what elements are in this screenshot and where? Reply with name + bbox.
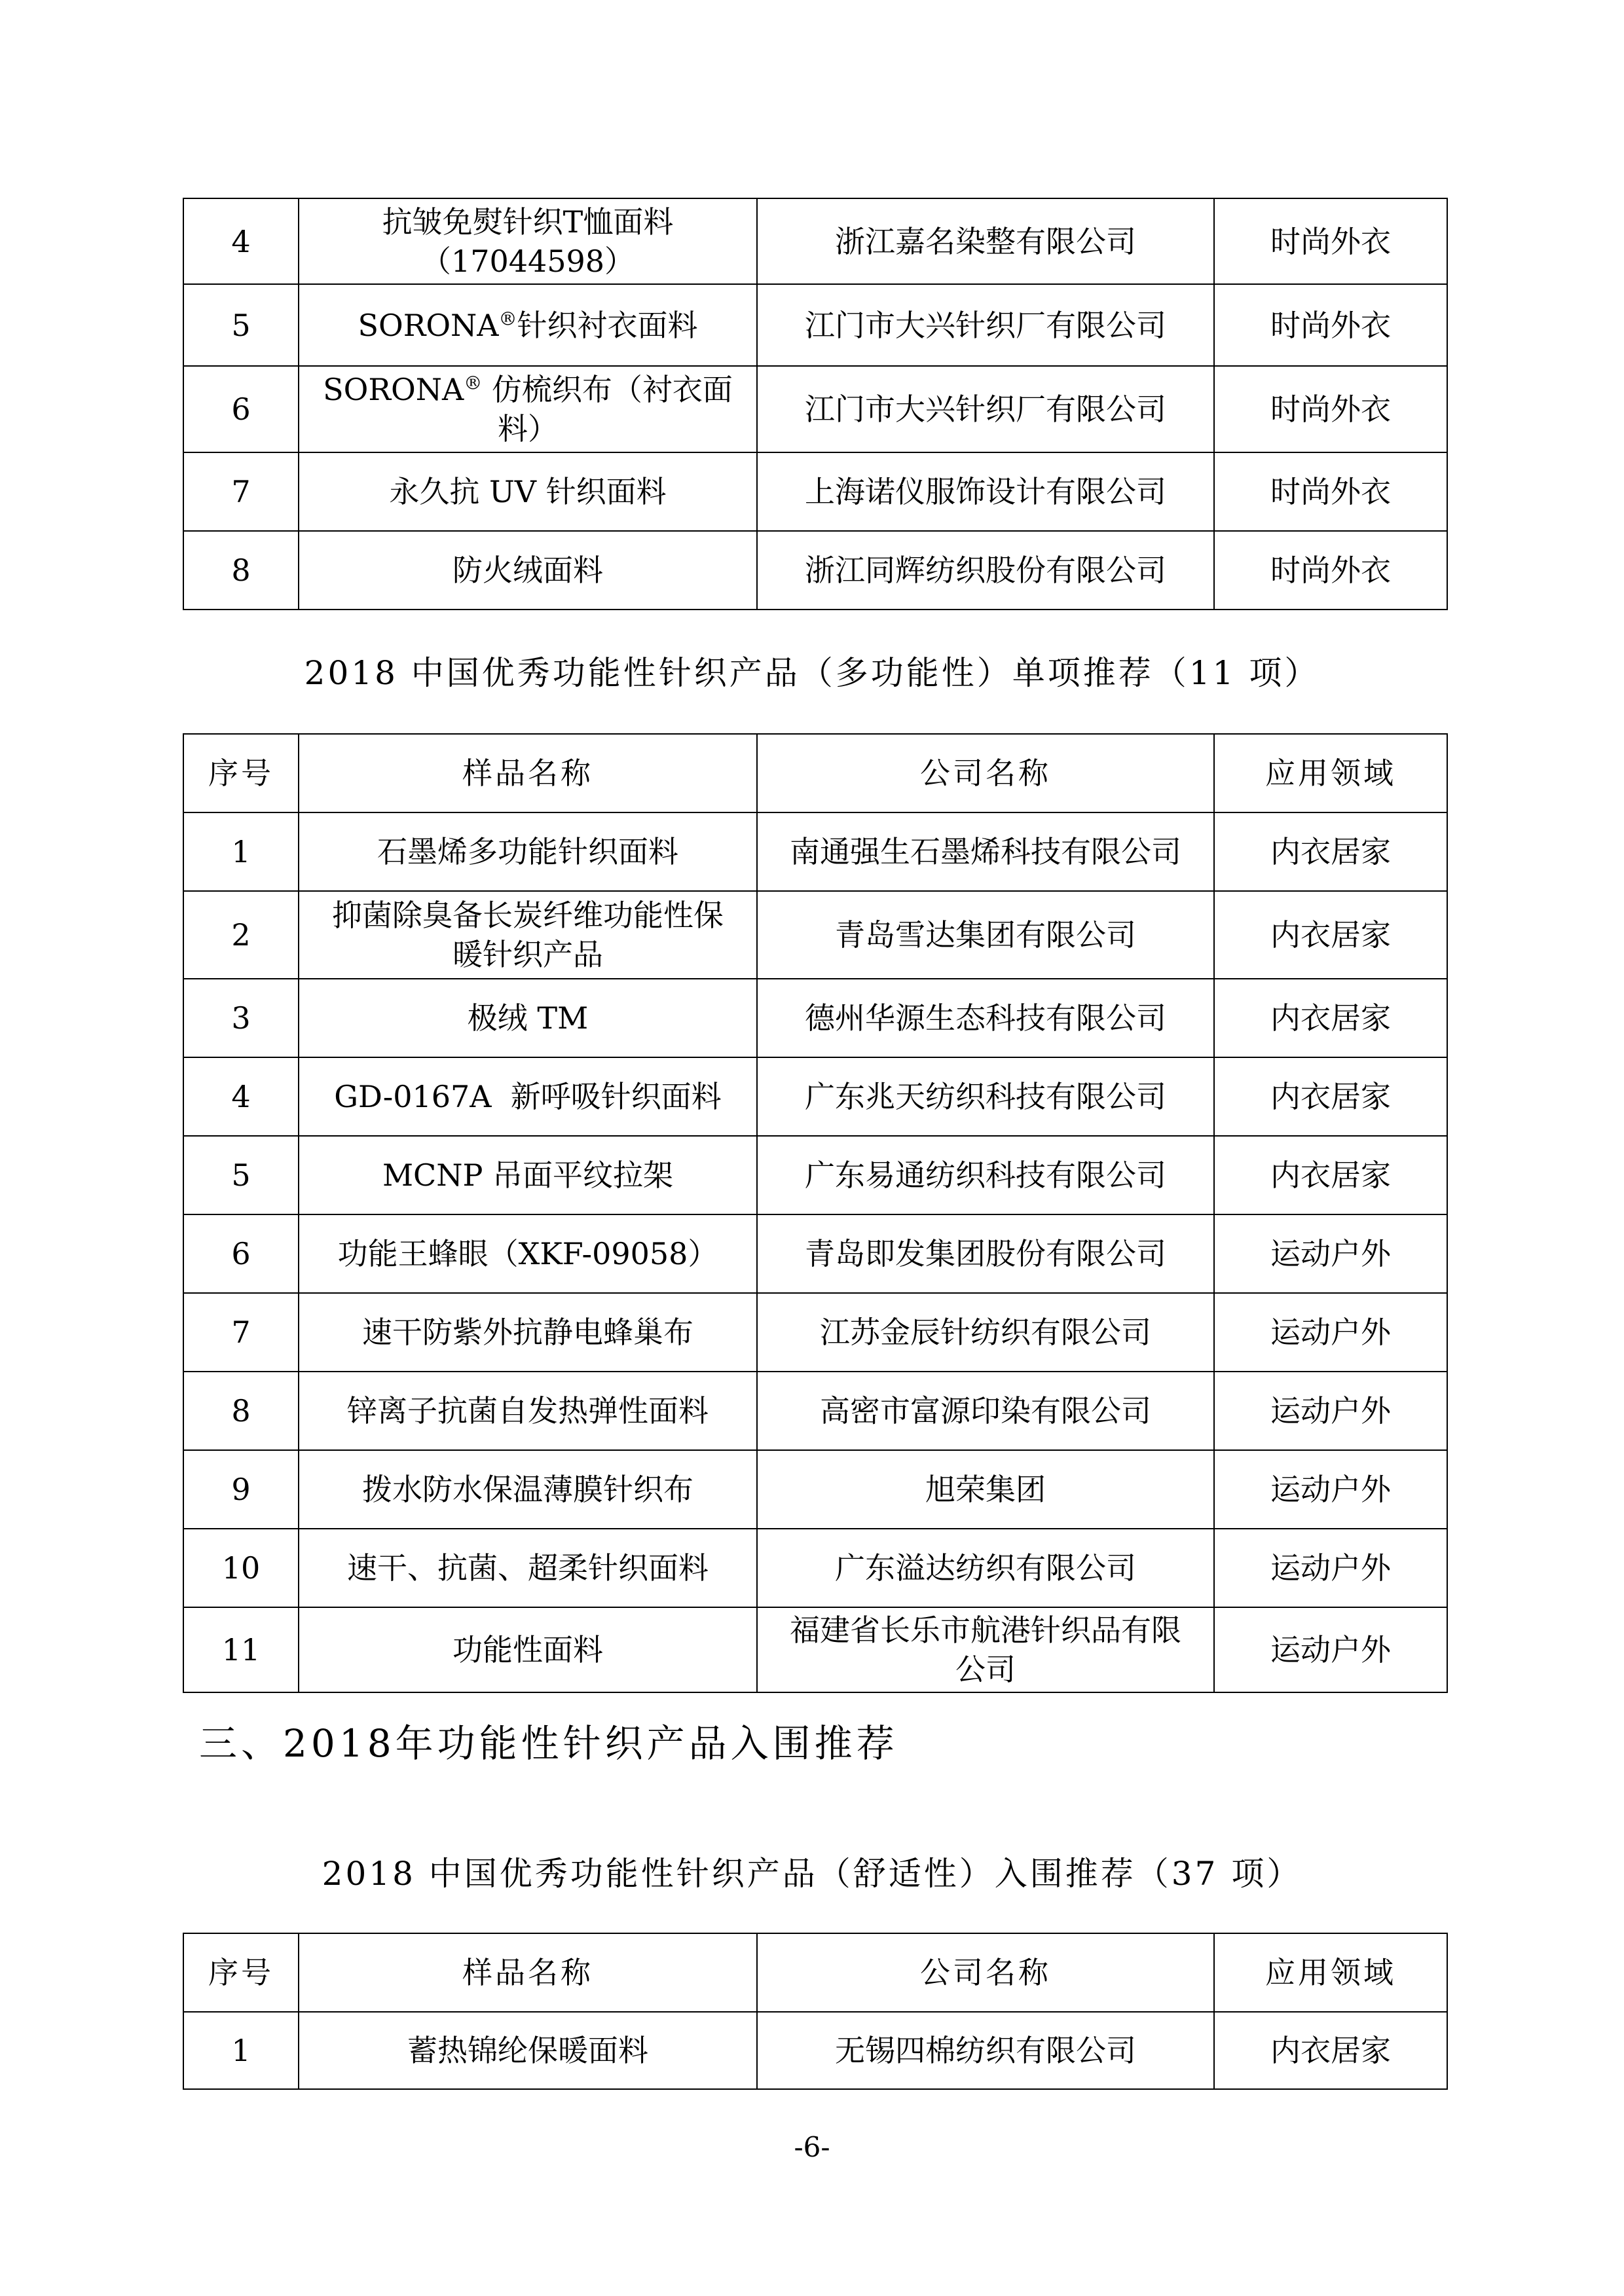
table-header-row xyxy=(183,734,1447,812)
table-row xyxy=(183,452,1447,531)
cell-no: 3 xyxy=(183,979,299,1057)
name-line2: 料） xyxy=(498,411,558,446)
cell-no: 2 xyxy=(183,891,299,979)
cell-company: 德州华源生态科技有限公司 xyxy=(757,979,1214,1057)
table-row xyxy=(183,1372,1447,1450)
table-row xyxy=(183,1529,1447,1607)
header-sample-name: 样品名称 xyxy=(299,734,757,812)
cell-company: 青岛雪达集团有限公司 xyxy=(757,891,1214,979)
cell-sample-name xyxy=(299,891,757,979)
table-comfort xyxy=(183,1933,1448,2090)
cell-sample-name: 蓄热锦纶保暖面料 xyxy=(299,2012,757,2089)
cell-company: 青岛即发集团股份有限公司 xyxy=(757,1214,1214,1293)
table-row xyxy=(183,1057,1447,1136)
cell-company: 上海诺仪服饰设计有限公司 xyxy=(757,452,1214,531)
cell-company: 浙江同辉纺织股份有限公司 xyxy=(757,531,1214,610)
cell-company: 江门市大兴针织厂有限公司 xyxy=(757,366,1214,452)
header-sample-name: 样品名称 xyxy=(299,1933,757,2012)
registered-mark: ® xyxy=(498,308,517,330)
cell-no: 8 xyxy=(183,1372,299,1450)
name-line1: 抑菌除臭备长炭纤维功能性保 xyxy=(332,898,724,933)
cell-no: 6 xyxy=(183,366,299,452)
cell-company xyxy=(757,1607,1214,1692)
name-text: SORONA xyxy=(323,372,464,407)
cell-company: 高密市富源印染有限公司 xyxy=(757,1372,1214,1450)
cell-no: 1 xyxy=(183,812,299,891)
table-row xyxy=(183,1136,1447,1214)
cell-sample-name: 锌离子抗菌自发热弹性面料 xyxy=(299,1372,757,1450)
table-row xyxy=(183,1450,1447,1529)
table-row xyxy=(183,1214,1447,1293)
cell-company: 广东溢达纺织有限公司 xyxy=(757,1529,1214,1607)
cell-company: 旭荣集团 xyxy=(757,1450,1214,1529)
cell-field: 时尚外衣 xyxy=(1214,531,1447,610)
table-row xyxy=(183,284,1447,366)
cell-company: 无锡四棉纺织有限公司 xyxy=(757,2012,1214,2089)
cell-no: 4 xyxy=(183,198,299,284)
cell-sample-name: 拨水防水保温薄膜针织布 xyxy=(299,1450,757,1529)
table-row xyxy=(183,366,1447,452)
company-line1: 福建省长乐市航港针织品有限 xyxy=(790,1613,1181,1648)
name-line1: 抗皱免熨针织T恤面料 xyxy=(382,204,674,240)
table-multifunction xyxy=(183,733,1448,1693)
cell-sample-name: 防火绒面料 xyxy=(299,531,757,610)
cell-company: 浙江嘉名染整有限公司 xyxy=(757,198,1214,284)
cell-sample-name xyxy=(299,198,757,284)
cell-field: 时尚外衣 xyxy=(1214,366,1447,452)
section-title: 三、2018年功能性针织产品入围推荐 xyxy=(199,1721,898,1766)
company-line2: 公司 xyxy=(955,1652,1016,1687)
cell-no: 5 xyxy=(183,284,299,366)
table-continued xyxy=(183,198,1448,610)
header-no: 序号 xyxy=(183,734,299,812)
header-company: 公司名称 xyxy=(757,734,1214,812)
header-company: 公司名称 xyxy=(757,1933,1214,2012)
cell-sample-name xyxy=(299,284,757,366)
cell-field: 运动户外 xyxy=(1214,1372,1447,1450)
cell-no: 7 xyxy=(183,1293,299,1372)
cell-field: 内衣居家 xyxy=(1214,2012,1447,2089)
cell-sample-name: 永久抗 UV 针织面料 xyxy=(299,452,757,531)
cell-sample-name: GD-0167A 新呼吸针织面料 xyxy=(299,1057,757,1136)
cell-field: 内衣居家 xyxy=(1214,891,1447,979)
header-no: 序号 xyxy=(183,1933,299,2012)
table-row xyxy=(183,891,1447,979)
cell-field: 时尚外衣 xyxy=(1214,198,1447,284)
cell-no: 7 xyxy=(183,452,299,531)
cell-no: 9 xyxy=(183,1450,299,1529)
cell-sample-name: 极绒 TM xyxy=(299,979,757,1057)
cell-sample-name: 石墨烯多功能针织面料 xyxy=(299,812,757,891)
cell-field: 内衣居家 xyxy=(1214,1136,1447,1214)
name-text-suffix: 仿梳织布（衬衣面 xyxy=(482,372,733,407)
name-text-suffix: 针织衬衣面料 xyxy=(517,307,698,343)
table-row xyxy=(183,2012,1447,2089)
cell-field: 时尚外衣 xyxy=(1214,284,1447,366)
header-field: 应用领域 xyxy=(1214,1933,1447,2012)
cell-field: 运动户外 xyxy=(1214,1293,1447,1372)
cell-no: 10 xyxy=(183,1529,299,1607)
cell-no: 1 xyxy=(183,2012,299,2089)
name-line2: 暖针织产品 xyxy=(452,937,603,972)
cell-field: 时尚外衣 xyxy=(1214,452,1447,531)
cell-no: 11 xyxy=(183,1607,299,1692)
table-row xyxy=(183,1607,1447,1692)
cell-field: 运动户外 xyxy=(1214,1607,1447,1692)
cell-field: 内衣居家 xyxy=(1214,1057,1447,1136)
table-row xyxy=(183,1293,1447,1372)
cell-sample-name: 功能王蜂眼（XKF-09058） xyxy=(299,1214,757,1293)
header-field: 应用领域 xyxy=(1214,734,1447,812)
table-header-row xyxy=(183,1933,1447,2012)
cell-company: 江苏金辰针纺织有限公司 xyxy=(757,1293,1214,1372)
cell-sample-name xyxy=(299,366,757,452)
cell-no: 8 xyxy=(183,531,299,610)
cell-company: 广东兆天纺织科技有限公司 xyxy=(757,1057,1214,1136)
cell-company: 南通强生石墨烯科技有限公司 xyxy=(757,812,1214,891)
cell-company: 广东易通纺织科技有限公司 xyxy=(757,1136,1214,1214)
cell-no: 4 xyxy=(183,1057,299,1136)
table-row xyxy=(183,531,1447,610)
cell-sample-name: 功能性面料 xyxy=(299,1607,757,1692)
name-line2: （17044598） xyxy=(420,243,635,279)
table-heading-multifunction: 2018 中国优秀功能性针织产品（多功能性）单项推荐（11 项） xyxy=(304,654,1320,692)
table-row xyxy=(183,979,1447,1057)
table-row xyxy=(183,198,1447,284)
cell-field: 内衣居家 xyxy=(1214,979,1447,1057)
cell-field: 运动户外 xyxy=(1214,1214,1447,1293)
cell-field: 内衣居家 xyxy=(1214,812,1447,891)
cell-sample-name: 速干防紫外抗静电蜂巢布 xyxy=(299,1293,757,1372)
registered-mark: ® xyxy=(464,372,483,394)
table-row xyxy=(183,812,1447,891)
cell-sample-name: MCNP 吊面平纹拉架 xyxy=(299,1136,757,1214)
page-number: -6- xyxy=(794,2131,830,2163)
cell-field: 运动户外 xyxy=(1214,1529,1447,1607)
name-text: SORONA xyxy=(358,307,499,343)
cell-no: 5 xyxy=(183,1136,299,1214)
cell-company: 江门市大兴针织厂有限公司 xyxy=(757,284,1214,366)
table-heading-comfort: 2018 中国优秀功能性针织产品（舒适性）入围推荐（37 项） xyxy=(322,1855,1302,1893)
cell-field: 运动户外 xyxy=(1214,1450,1447,1529)
cell-sample-name: 速干、抗菌、超柔针织面料 xyxy=(299,1529,757,1607)
cell-no: 6 xyxy=(183,1214,299,1293)
